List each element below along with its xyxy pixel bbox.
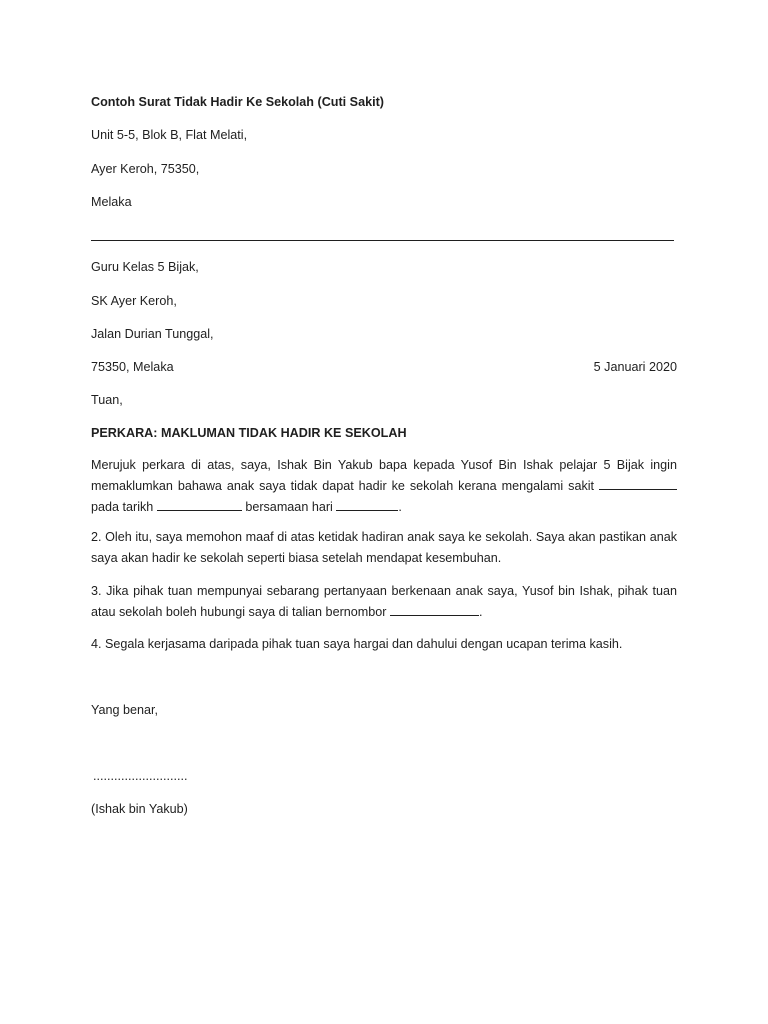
closing: Yang benar, <box>91 703 158 717</box>
subject-line: PERKARA: MAKLUMAN TIDAK HADIR KE SEKOLAH <box>91 426 407 440</box>
recipient-line-2: SK Ayer Keroh, <box>91 294 177 308</box>
salutation: Tuan, <box>91 393 123 407</box>
signatory-name: (Ishak bin Yakub) <box>91 802 188 816</box>
letter-title: Contoh Surat Tidak Hadir Ke Sekolah (Cuti Sakit) <box>91 95 384 109</box>
sender-address-line-1: Unit 5-5, Blok B, Flat Melati, <box>91 128 248 142</box>
illness-blank <box>599 477 677 490</box>
paragraph-3-text: 3. Jika pihak tuan mempunyai sebarang pertanyaan berkenaan anak saya, Yusof bin Ishak, pihak tuan atau sekolah boleh hubungi saya di talian bernombor <box>91 584 677 619</box>
body-paragraph-4: 4. Segala kerjasama daripada pihak tuan saya hargai dan dahului dengan ucapan terima kasih. <box>91 637 623 651</box>
recipient-line-1: Guru Kelas 5 Bijak, <box>91 260 199 274</box>
signature-dots: ........................... <box>93 769 188 783</box>
phone-blank <box>390 603 479 616</box>
sender-address-line-2: Ayer Keroh, 75350, <box>91 162 200 176</box>
recipient-line-3: Jalan Durian Tunggal, <box>91 327 214 341</box>
separator-line <box>91 240 674 241</box>
body-paragraph-1 <box>91 455 677 518</box>
paragraph-3-end: . <box>478 605 483 619</box>
day-blank <box>336 498 398 511</box>
body-paragraph-3 <box>91 581 677 623</box>
date-blank <box>157 498 242 511</box>
recipient-line-4: 75350, Melaka <box>91 360 174 374</box>
body-paragraph-2: 2. Oleh itu, saya memohon maaf di atas ketidak hadiran anak saya ke sekolah. Saya akan pastikan anak saya akan hadir ke sekolah seperti biasa setelah mendapat kesembuhan. <box>91 530 677 565</box>
letter-date: 5 Januari 2020 <box>593 360 677 374</box>
paragraph-1-date-label: pada tarikh <box>91 500 154 514</box>
paragraph-1-day-label: bersamaan hari <box>245 500 333 514</box>
sender-address-line-3: Melaka <box>91 195 132 209</box>
paragraph-1-end: . <box>398 500 402 514</box>
paragraph-1-text: Merujuk perkara di atas, saya, Ishak Bin Yakub bapa kepada Yusof Bin Ishak pelajar 5 Bijak ingin memaklumkan bahawa anak saya tidak dapat hadir ke sekolah kerana mengalami sakit <box>91 458 677 493</box>
